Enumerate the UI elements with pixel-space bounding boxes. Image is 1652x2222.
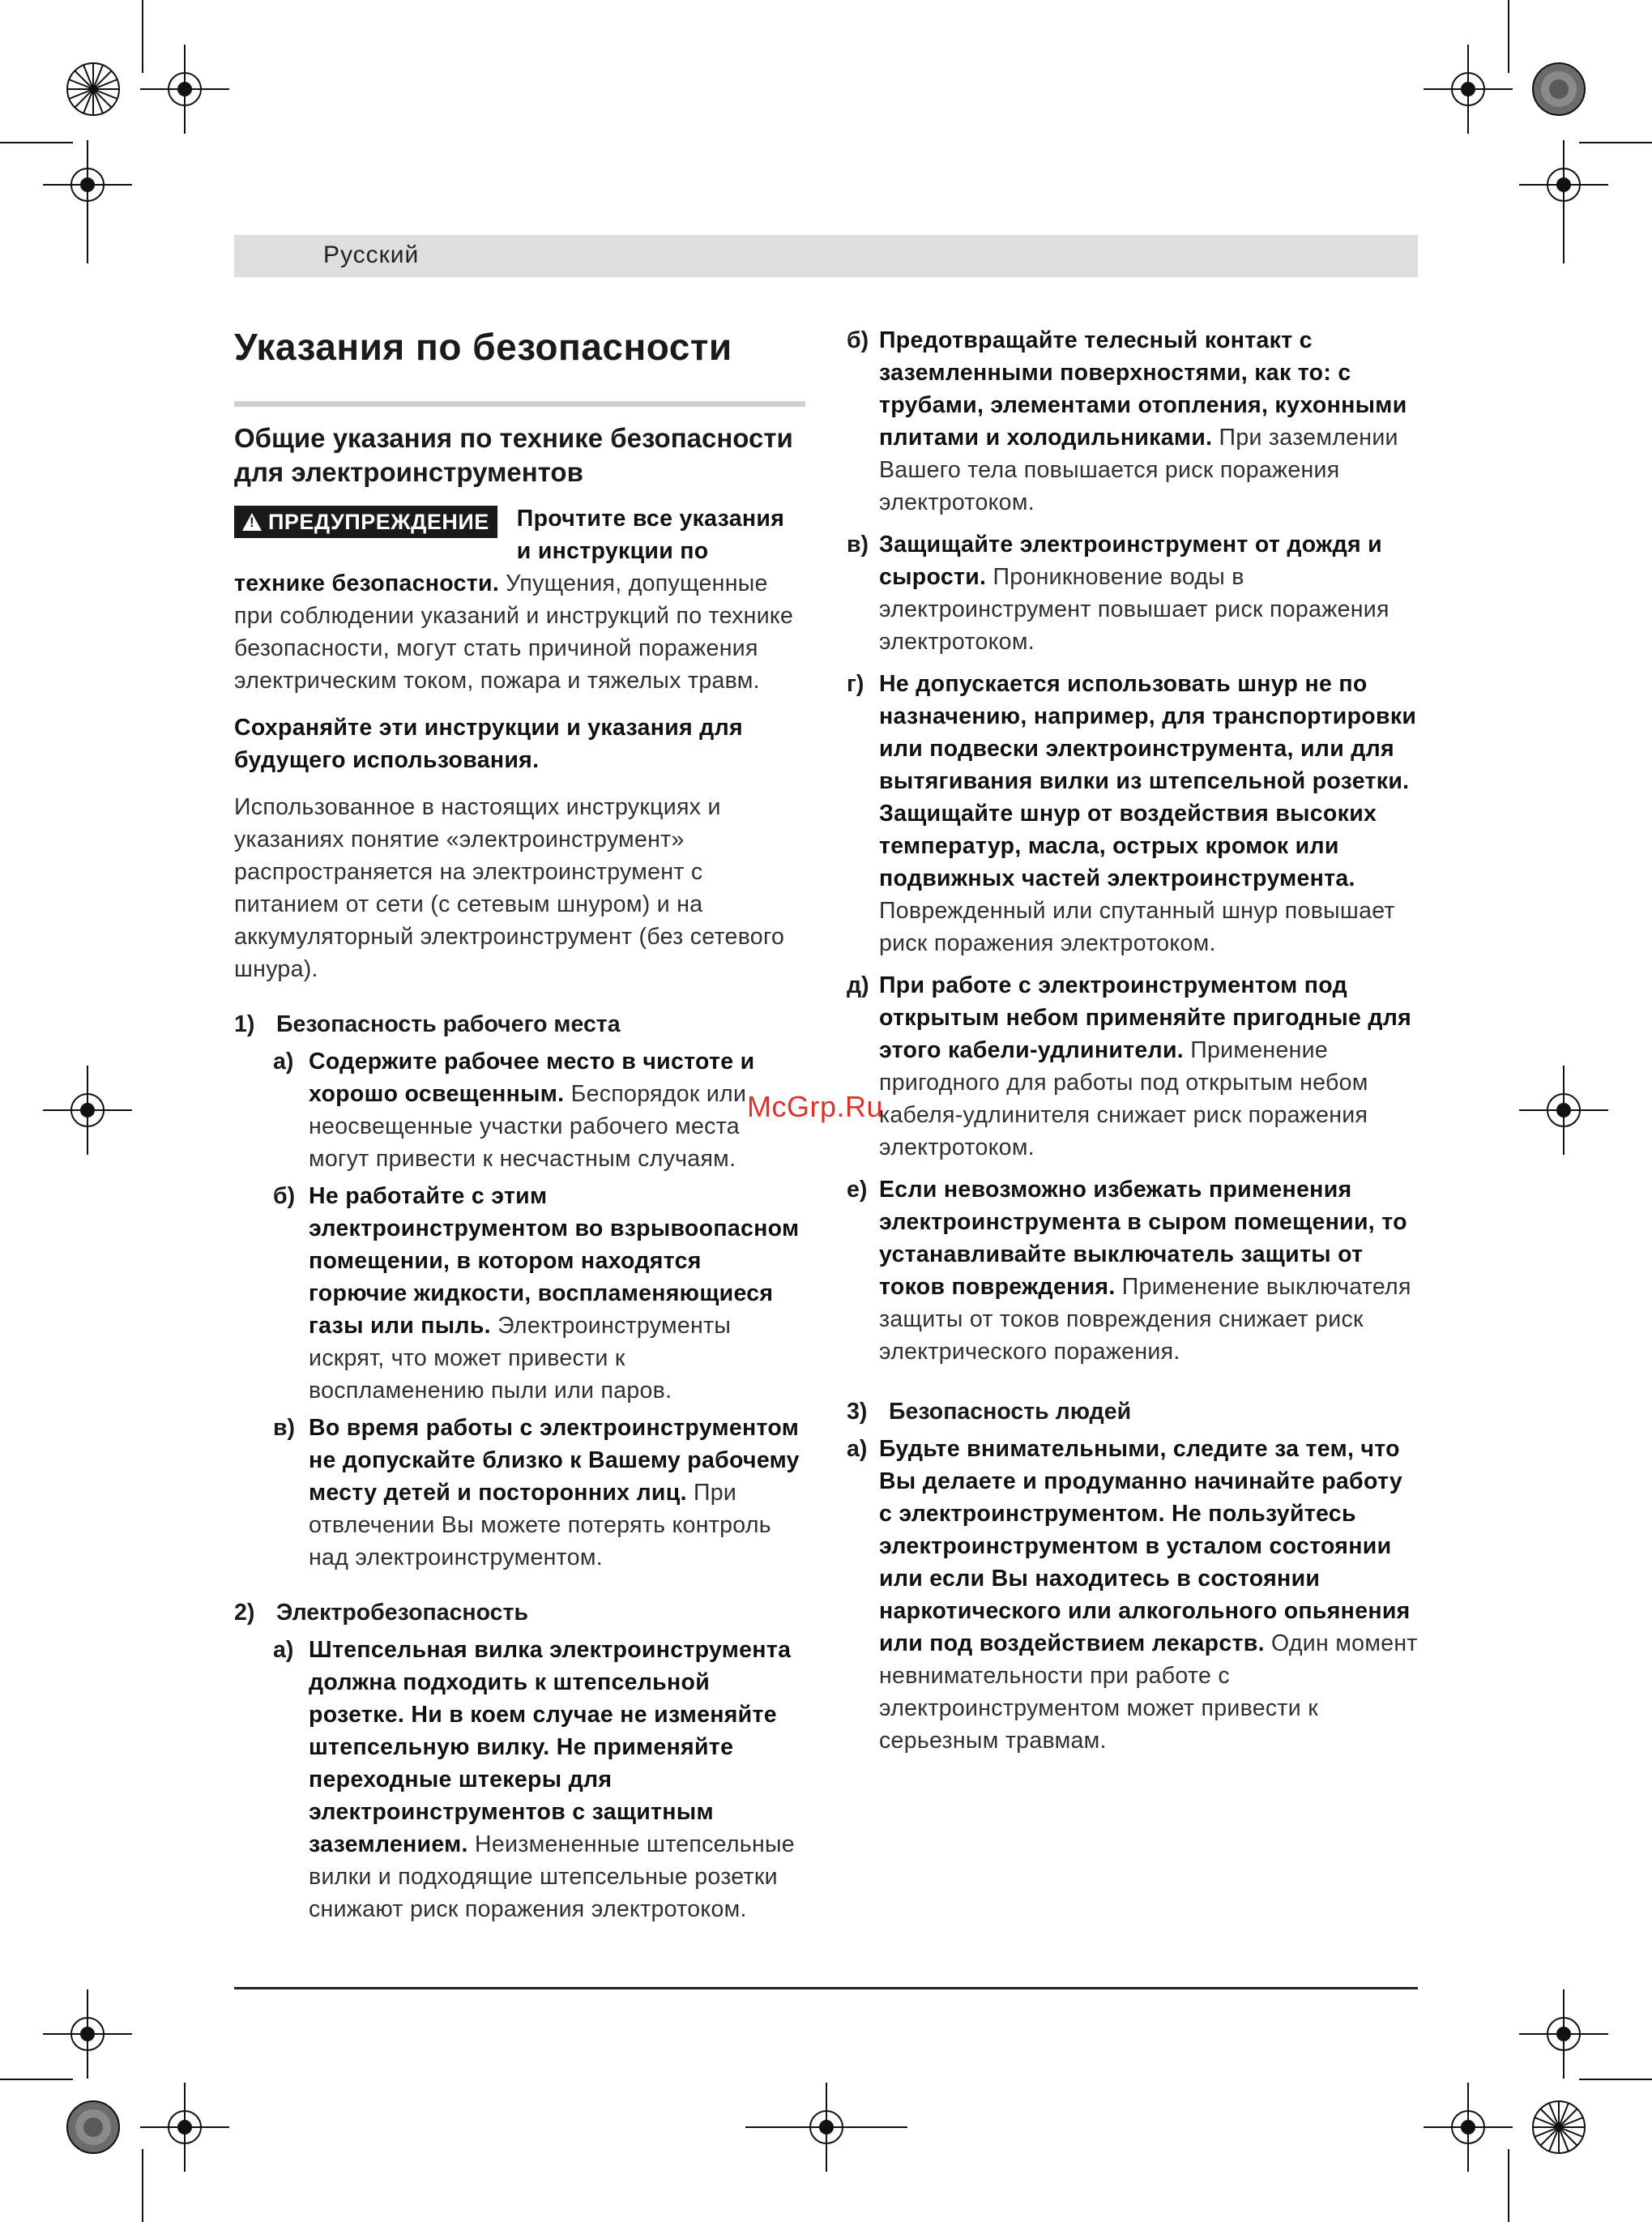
item-text: Проникновение воды в электроинструмент повышает риск поражения электротоком. xyxy=(879,564,1389,655)
registration-mark xyxy=(140,45,229,134)
item-bold-text: Штепсельная вилка электроинструмента должна подходить к штепсельной розетке. Ни в коем случае не изменяйте штепсельную вилку. Не применяйте переходные штекеры для электроинструментов с защитным заземлением. xyxy=(309,1637,792,1857)
item-text: При заземлении Вашего тела повышается риск поражения электротоком. xyxy=(879,425,1398,515)
list-item xyxy=(234,1634,805,1925)
section-heading xyxy=(847,1395,1418,1428)
section-heading xyxy=(234,1008,805,1040)
registration-mark xyxy=(140,2083,229,2172)
warning-paragraph xyxy=(234,502,805,697)
item-label: в) xyxy=(847,532,869,558)
color-target-mark xyxy=(67,2101,119,2153)
warning-triangle-icon xyxy=(242,513,262,531)
right-column xyxy=(847,324,1418,1757)
section-title: Безопасность людей xyxy=(889,1399,1132,1425)
color-target-mark xyxy=(1533,63,1585,115)
item-label: г) xyxy=(847,671,864,697)
item-text: Электроинструменты искрят, что может привести к воспламенению пыли или паров. xyxy=(309,1313,732,1404)
registration-mark xyxy=(1424,2083,1513,2172)
item-text: Поврежденный или спутанный шнур повышает риск поражения электротоком. xyxy=(879,898,1395,956)
section-subtitle: Общие указания по технике безопасности для электроинструментов xyxy=(234,423,793,487)
item-text: Неизмененные штепсельные вилки и подходящие штепсельные розетки снижают риск поражения электротоком. xyxy=(309,1831,795,1922)
left-column xyxy=(234,320,805,1925)
item-label: б) xyxy=(273,1183,296,1209)
section-heading xyxy=(234,1596,805,1629)
watermark: McGrp.Ru xyxy=(747,1090,884,1123)
section-divider xyxy=(234,401,805,407)
registration-mark xyxy=(1424,45,1513,134)
page-title: Указания по безопасности xyxy=(234,326,732,368)
section-title: Безопасность рабочего места xyxy=(276,1011,621,1037)
list-item xyxy=(847,668,1418,959)
item-label: a) xyxy=(273,1049,294,1075)
item-label: a) xyxy=(273,1637,294,1663)
item-text: При отвлечении Вы можете потерять контроль над электроинструментом. xyxy=(309,1480,771,1570)
keep-instructions-bold: Сохраняйте эти инструкции и указания для будущего использования. xyxy=(234,715,743,773)
item-text: Один момент невнимательности при работе с электроинструментом может привести к серьезным травмам. xyxy=(879,1630,1418,1754)
item-label: е) xyxy=(847,1177,868,1203)
registration-mark xyxy=(43,1066,132,1155)
item-label: д) xyxy=(847,972,869,998)
list-item xyxy=(847,1173,1418,1368)
language-label: Русский xyxy=(323,241,420,268)
list-item xyxy=(234,1412,805,1574)
section-number: 1) xyxy=(234,1011,255,1037)
list-item xyxy=(847,528,1418,658)
warning-bold-text: Прочтите все указания и инструкции по технике безопасности. xyxy=(234,506,785,596)
item-bold-text: Если невозможно избежать применения электроинструмента в сыром помещении, то устанавливайте выключатель защиты от токов повреждения. xyxy=(879,1177,1407,1300)
item-bold-text: Не работайте с этим электроинструментом во взрывоопасном помещении, в котором находятся горючие жидкости, воспламеняющиеся газы или пыль. xyxy=(309,1183,800,1339)
section-number: 3) xyxy=(847,1399,868,1425)
warning-badge-label: ПРЕДУПРЕЖДЕНИЕ xyxy=(268,510,489,534)
list-item xyxy=(847,1433,1418,1757)
keep-instructions xyxy=(234,711,805,776)
item-text: Применение выключателя защиты от токов повреждения снижает риск электрического поражения. xyxy=(879,1274,1411,1365)
registration-mark xyxy=(43,1989,132,2079)
item-bold-text: Защищайте электроинструмент от дождя и сырости. xyxy=(879,532,1382,590)
list-item xyxy=(234,1180,805,1407)
item-bold-text: Предотвращайте телесный контакт с заземленными поверхностями, как то: с трубами, элементами отопления, кухонными плитами и холодильниками. xyxy=(879,327,1407,451)
header-bar xyxy=(234,235,1418,277)
color-target-mark xyxy=(67,63,119,115)
item-text: Применение пригодного для работы под открытым небом кабеля-удлинителя снижает риск поражения электротоком. xyxy=(879,1037,1368,1160)
registration-mark xyxy=(1519,1989,1608,2079)
section-number: 2) xyxy=(234,1600,255,1626)
list-item xyxy=(847,324,1418,519)
concept-paragraph: Использованное в настоящих инструкциях и указаниях понятие «электроинструмент» распространяется на электроинструмент с питанием от сети (с сетевым шнуром) и на аккумуляторный электроинструмент (без сетевого шнура). xyxy=(234,794,785,982)
item-text: Беспорядок или неосвещенные участки рабочего места могут привести к несчастным случаям. xyxy=(309,1081,747,1172)
item-bold-text: Не допускается использовать шнур не по назначению, например, для транспортировки или подвески электроинструмента, или для вытягивания вилки из штепсельной розетки. Защищайте шнур от воздействия высоких температур, масла, острых кромок или подвижных частей электроинструмента. xyxy=(879,671,1417,891)
item-bold-text: Во время работы с электроинструментом не допускайте близко к Вашему рабочему месту детей и посторонних лиц. xyxy=(309,1415,800,1506)
item-bold-text: Содержите рабочее место в чистоте и хорошо освещенным. xyxy=(309,1049,755,1107)
footer-rule xyxy=(234,1987,1418,1989)
warning-text: Упущения, допущенные при соблюдении указаний и инструкций по технике безопасности, могут стать причиной поражения электрическим током, пожара и тяжелых травм. xyxy=(234,570,794,694)
item-label: a) xyxy=(847,1436,868,1462)
registration-mark xyxy=(1519,1066,1608,1155)
section-title: Электробезопасность xyxy=(276,1600,528,1626)
item-bold-text: При работе с электроинструментом под открытым небом применяйте пригодные для этого кабели-удлинители. xyxy=(879,972,1412,1063)
list-item xyxy=(234,1045,805,1175)
color-target-mark xyxy=(1533,2101,1585,2153)
item-label: б) xyxy=(847,327,869,353)
list-item xyxy=(847,969,1418,1164)
item-bold-text: Будьте внимательными, следите за тем, что Вы делаете и продуманно начинайте работу с электроинструментом. Не пользуйтесь электроинструментом в усталом состоянии или если Вы находитесь в состоянии наркотического или алкогольного опьянения или под воздействием лекарств. xyxy=(879,1436,1411,1656)
item-label: в) xyxy=(273,1415,296,1441)
warning-badge xyxy=(234,506,497,538)
